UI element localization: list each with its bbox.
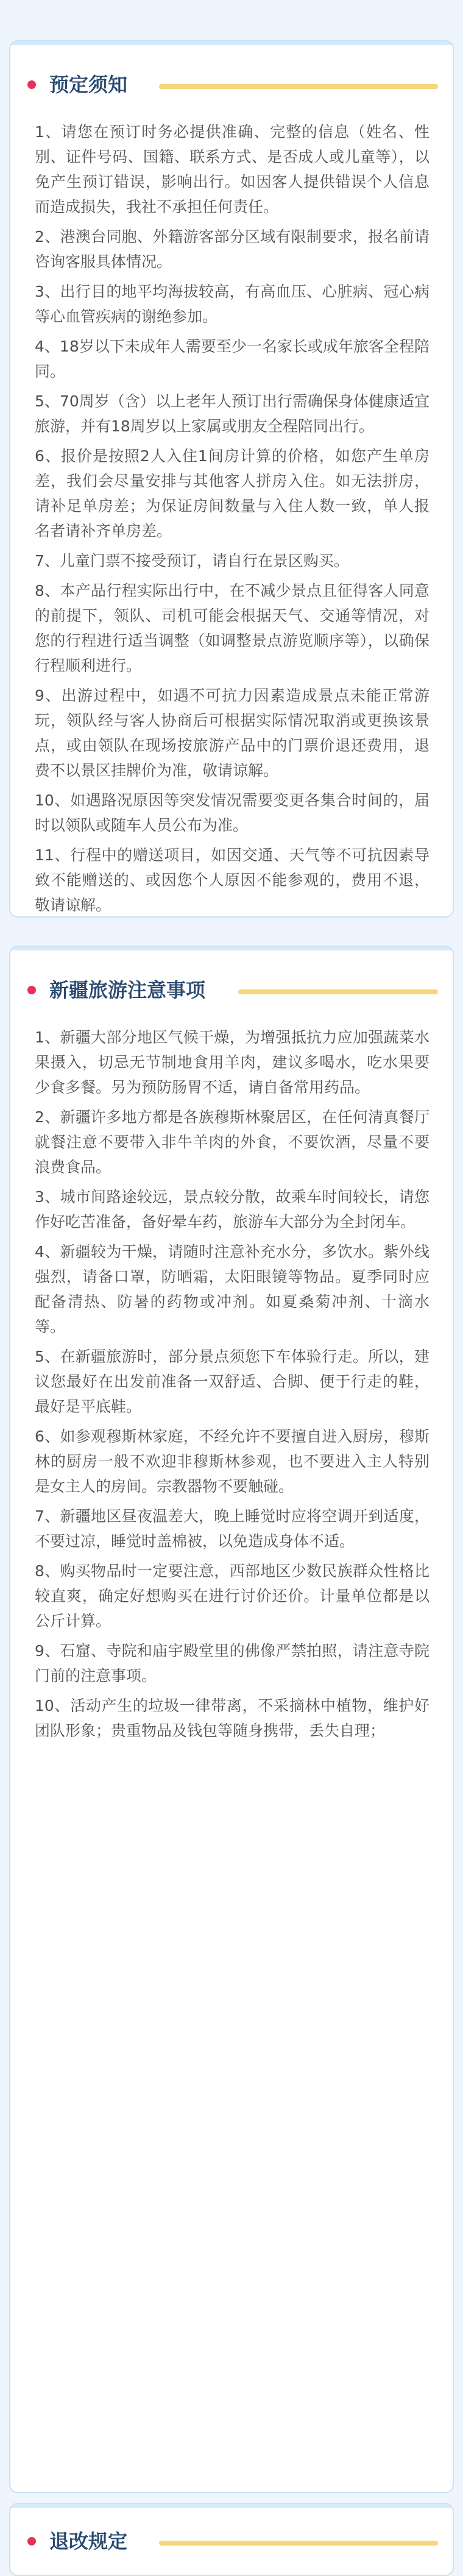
section-header: [25, 2526, 438, 2560]
card-top-band: [10, 41, 453, 45]
bullet-dot-icon: [27, 2537, 36, 2546]
list-item: 4、18岁以下未成年人需要至少一名家长或成年旅客全程陪同。: [35, 338, 429, 380]
list-item: 6、报价是按照2人入住1间房计算的价格，如您产生单房差，我们会尽量安排与其他客人拼房入住。如无法拼房，请补足单房差；为保证房间数量与入住人数一致，单人报名者请补齐单房差。: [35, 447, 429, 540]
list-item: 7、新疆地区昼夜温差大，晚上睡觉时应将空调开到适度，不要过凉，睡觉时盖棉被，以免造成身体不适。: [35, 1507, 429, 1550]
list-item: 9、石窟、寺院和庙宇殿堂里的佛像严禁拍照，请注意寺院门前的注意事项。: [35, 1642, 429, 1685]
notice-list: [35, 119, 429, 918]
title-underline-bar: [159, 84, 438, 89]
section-header: [25, 69, 438, 104]
refund-policy-card: [9, 2503, 454, 2576]
section-title: 预定须知: [49, 73, 128, 96]
xinjiang-travel-tips-card: [9, 946, 454, 2493]
booking-notice-card: [9, 40, 454, 918]
list-item: 3、城市间路途较远，景点较分散，故乘车时间较长，请您作好吃苦准备，备好晕车药，旅游车大部分为全封闭车。: [35, 1188, 429, 1231]
card-top-band: [10, 947, 453, 950]
list-item: 2、港澳台同胞、外籍游客部分区域有限制要求，报名前请咨询客服具体情况。: [35, 228, 429, 271]
list-item: 5、70周岁（含）以上老年人预订出行需确保身体健康适宜旅游，并有18周岁以上家属或朋友全程陪同出行。: [35, 392, 429, 435]
list-item: 6、如参观穆斯林家庭，不经允许不要擅自进入厨房，穆斯林的厨房一般不欢迎非穆斯林参观，也不要进入主人特别是女主人的房间。宗教器物不要触碰。: [35, 1428, 429, 1495]
title-underline-bar: [238, 989, 438, 994]
section-title: 新疆旅游注意事项: [49, 978, 206, 1002]
list-item: 1、请您在预订时务必提供准确、完整的信息（姓名、性别、证件号码、国籍、联系方式、是否成人或儿童等），以免产生预订错误，影响出行。如因客人提供错误个人信息而造成损失，我社不承担任何责任。: [35, 123, 429, 216]
list-item: 3、出行目的地平均海拔较高，有高血压、心脏病、冠心病等心血管疾病的谢绝参加。: [35, 283, 429, 325]
list-item: 1、新疆大部分地区气候干燥，为增强抵抗力应加强蔬菜水果摄入，切忌无节制地食用羊肉，建议多喝水，吃水果要少食多餐。另为预防肠胃不适，请自备常用药品。: [35, 1028, 429, 1096]
list-item: 10、如遇路况原因等突发情况需要变更各集合时间的，届时以领队或随车人员公布为准。: [35, 791, 429, 834]
section-header: [25, 975, 438, 1009]
list-item: 5、在新疆旅游时，部分景点须您下车体验行走。所以，建议您最好在出发前准备一双舒适、合脚、便于行走的鞋，最好是平底鞋。: [35, 1348, 429, 1415]
list-item: 4、新疆较为干燥，请随时注意补充水分，多饮水。紫外线强烈，请备口罩，防晒霜，太阳眼镜等物品。夏季同时应配备清热、防暑的药物或冲剂。如夏桑菊冲剂、十滴水等。: [35, 1243, 429, 1336]
notice-list: [35, 1025, 429, 1748]
list-item: 10、活动产生的垃圾一律带离，不采摘林中植物，维护好团队形象；贵重物品及钱包等随身携带，丢失自理；: [35, 1697, 429, 1739]
list-item: 9、出游过程中，如遇不可抗力因素造成景点未能正常游玩，领队经与客人协商后可根据实际情况取消或更换该景点，或由领队在现场按旅游产品中的门票价退还费用，退费不以景区挂牌价为准，敬请谅解。: [35, 687, 429, 779]
bullet-dot-icon: [27, 80, 36, 89]
list-item: 11、行程中的赠送项目，如因交通、天气等不可抗因素导致不能赠送的、或因您个人原因不能参观的，费用不退，敬请谅解。: [35, 846, 429, 914]
title-underline-bar: [159, 2541, 438, 2546]
section-title: 退改规定: [49, 2530, 128, 2553]
list-item: 2、新疆许多地方都是各族穆斯林聚居区，在任何清真餐厅就餐注意不要带入非牛羊肉的外食，不要饮酒，尽量不要浪费食品。: [35, 1108, 429, 1176]
list-item: 8、购买物品时一定要注意，西部地区少数民族群众性格比较直爽，确定好想购买在进行讨价还价。计量单位都是以公斤计算。: [35, 1562, 429, 1630]
list-item: 8、本产品行程实际出行中，在不减少景点且征得客人同意的前提下，领队、司机可能会根据天气、交通等情况，对您的行程进行适当调整（如调整景点游览顺序等），以确保行程顺利进行。: [35, 582, 429, 674]
card-top-band: [10, 2504, 453, 2508]
bullet-dot-icon: [27, 986, 36, 994]
list-item: 7、儿童门票不接受预订，请自行在景区购买。: [35, 552, 349, 570]
